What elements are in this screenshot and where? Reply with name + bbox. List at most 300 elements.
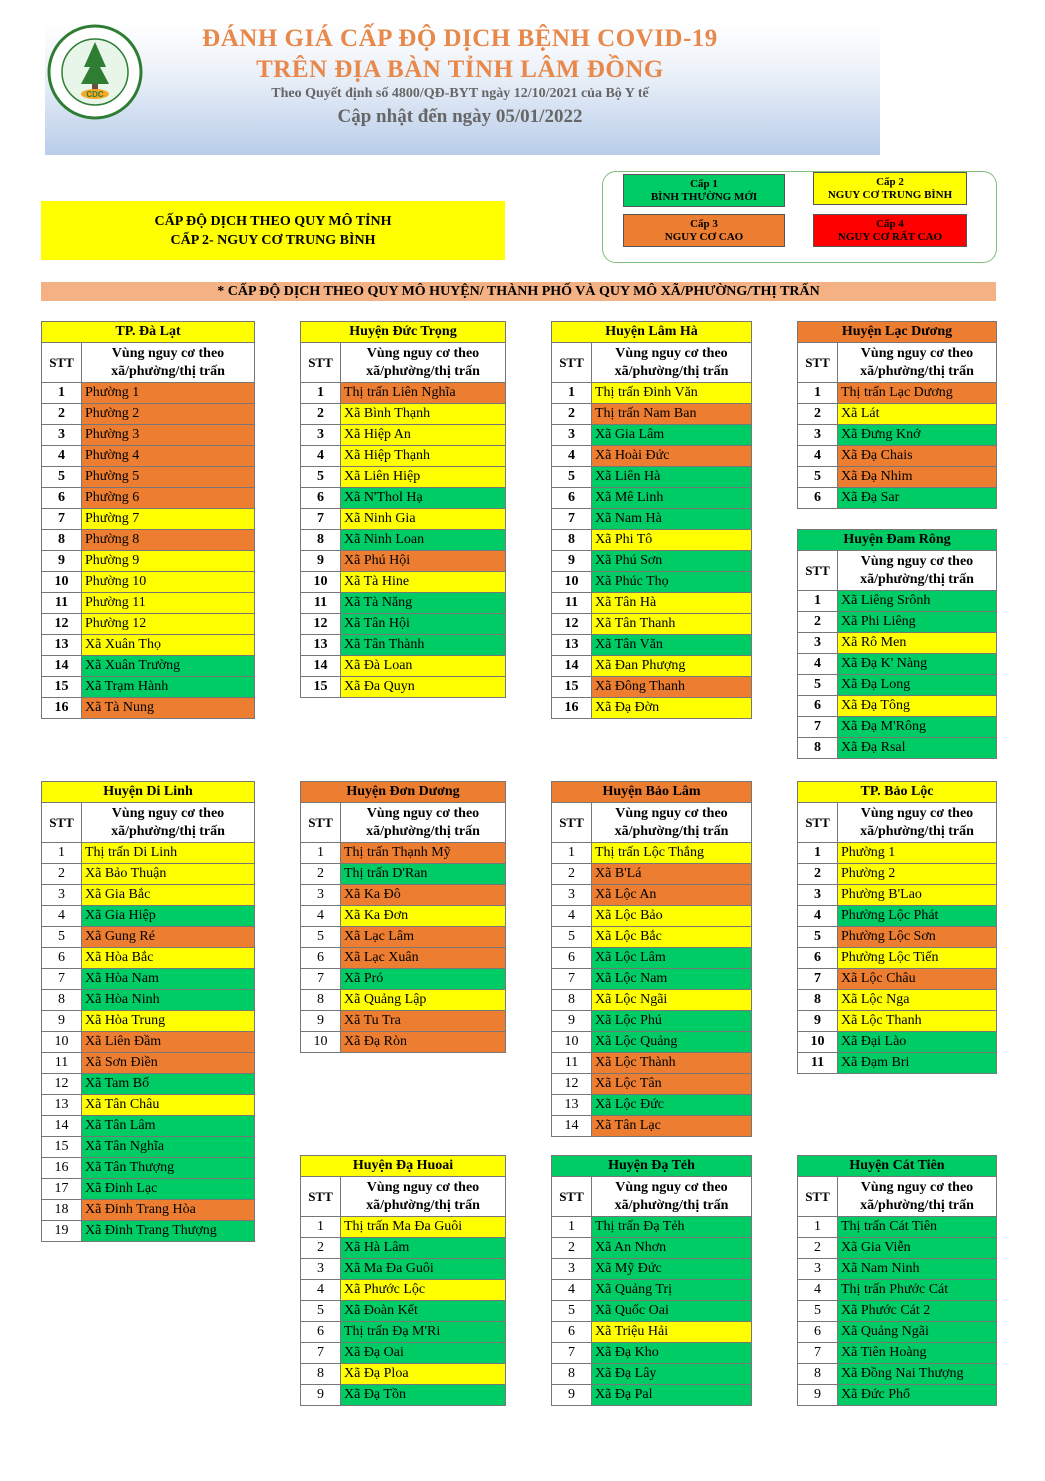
row-number: 6	[798, 948, 838, 969]
page-title-line1: ĐÁNH GIÁ CẤP ĐỘ DỊCH BỆNH COVID-19	[202, 25, 718, 52]
commune-name: Xã Phi Liêng	[838, 612, 997, 633]
commune-name: Xã Gia Bắc	[82, 885, 255, 906]
legend-level-1	[623, 174, 785, 207]
table-row	[552, 488, 752, 509]
page-title-line2: TRÊN ĐỊA BÀN TỈNH LÂM ĐỒNG	[256, 56, 664, 83]
row-number: 9	[552, 1011, 592, 1032]
row-number: 8	[552, 1364, 592, 1385]
row-number: 8	[798, 1364, 838, 1385]
table-row	[798, 675, 997, 696]
commune-name: Xã Đạ Sar	[838, 488, 997, 509]
commune-name: Xã Tân Nghĩa	[82, 1137, 255, 1158]
commune-name: Xã Đoàn Kết	[341, 1301, 506, 1322]
table-row	[552, 593, 752, 614]
column-header-zone: Vùng nguy cơ theo xã/phường/thị trấn	[838, 551, 997, 591]
commune-name: Xã Đa Quyn	[341, 677, 506, 698]
commune-name: Thị trấn Lộc Thắng	[592, 843, 752, 864]
table-row	[301, 509, 506, 530]
row-number: 10	[552, 1032, 592, 1053]
table-row	[798, 404, 997, 425]
commune-name: Xã Lộc Đức	[592, 1095, 752, 1116]
table-row	[798, 1322, 997, 1343]
row-number: 2	[552, 1238, 592, 1259]
commune-name: Xã Hòa Nam	[82, 969, 255, 990]
commune-name: Phường B'Lao	[838, 885, 997, 906]
table-row	[552, 635, 752, 656]
table-row	[798, 885, 997, 906]
row-number: 3	[798, 885, 838, 906]
table-row	[798, 927, 997, 948]
commune-name: Xã Đạ Lây	[592, 1364, 752, 1385]
row-number: 14	[42, 656, 82, 677]
column-header-stt: STT	[42, 343, 82, 383]
commune-name: Xã Tân Lâm	[82, 1116, 255, 1137]
commune-name: Xã Sơn Điền	[82, 1053, 255, 1074]
row-number: 8	[301, 1364, 341, 1385]
row-number: 1	[798, 1217, 838, 1238]
row-number: 14	[301, 656, 341, 677]
row-number: 8	[798, 990, 838, 1011]
row-number: 11	[552, 1053, 592, 1074]
table-row	[552, 1280, 752, 1301]
commune-name: Xã Đạ Tông	[838, 696, 997, 717]
legend-level-3-label: NGUY CƠ CAO	[664, 230, 744, 243]
district-table	[797, 781, 997, 1074]
row-number: 5	[552, 1301, 592, 1322]
table-row	[42, 530, 255, 551]
table-row	[798, 1280, 997, 1301]
row-number: 5	[552, 927, 592, 948]
row-number: 2	[301, 404, 341, 425]
table-row	[301, 1238, 506, 1259]
commune-name: Xã Lát	[838, 404, 997, 425]
row-number: 9	[798, 1011, 838, 1032]
commune-name: Xã Đạ Nhim	[838, 467, 997, 488]
row-number: 11	[42, 593, 82, 614]
row-number: 2	[798, 612, 838, 633]
commune-name: Xã Đạ M'Rông	[838, 717, 997, 738]
commune-name: Xã Tiên Hoàng	[838, 1343, 997, 1364]
table-row	[798, 696, 997, 717]
commune-name: Thị trấn Lạc Dương	[838, 383, 997, 404]
table-row	[798, 717, 997, 738]
commune-name: Phường 11	[82, 593, 255, 614]
svg-text:CDC: CDC	[86, 90, 104, 99]
table-row	[301, 906, 506, 927]
table-row	[42, 1074, 255, 1095]
row-number: 13	[42, 635, 82, 656]
table-row	[301, 1343, 506, 1364]
table-row	[798, 654, 997, 675]
table-row	[798, 467, 997, 488]
row-number: 1	[42, 843, 82, 864]
district-table	[300, 1155, 506, 1406]
row-number: 19	[42, 1221, 82, 1242]
commune-name: Xã Đông Thanh	[592, 677, 752, 698]
row-number: 9	[42, 551, 82, 572]
commune-name: Xã Rô Men	[838, 633, 997, 654]
table-row	[301, 425, 506, 446]
table-row	[552, 1011, 752, 1032]
commune-name: Xã Tân Lạc	[592, 1116, 752, 1137]
column-header-stt: STT	[301, 343, 341, 383]
table-row	[552, 698, 752, 719]
table-row	[42, 551, 255, 572]
row-number: 4	[798, 906, 838, 927]
commune-name: Xã Phú Sơn	[592, 551, 752, 572]
row-number: 15	[552, 677, 592, 698]
row-number: 2	[552, 864, 592, 885]
row-number: 13	[42, 1095, 82, 1116]
row-number: 13	[301, 635, 341, 656]
table-row	[552, 969, 752, 990]
commune-name: Xã Lộc An	[592, 885, 752, 906]
table-row	[42, 677, 255, 698]
row-number: 4	[552, 446, 592, 467]
row-number: 13	[552, 1095, 592, 1116]
legend-level-2-number: Cấp 2	[876, 175, 904, 188]
legend-level-1-number: Cấp 1	[690, 177, 718, 190]
district-name: Huyện Đam Rông	[798, 530, 997, 551]
row-number: 5	[301, 1301, 341, 1322]
legend	[602, 171, 997, 263]
row-number: 15	[301, 677, 341, 698]
column-header-stt: STT	[552, 343, 592, 383]
table-row	[552, 530, 752, 551]
row-number: 6	[42, 488, 82, 509]
commune-name: Xã Hòa Ninh	[82, 990, 255, 1011]
commune-name: Phường 6	[82, 488, 255, 509]
update-date: Cập nhật đến ngày 05/01/2022	[337, 106, 583, 127]
table-row	[301, 467, 506, 488]
row-number: 4	[301, 1280, 341, 1301]
row-number: 11	[798, 1053, 838, 1074]
table-row	[301, 1011, 506, 1032]
row-number: 6	[301, 1322, 341, 1343]
table-row	[42, 488, 255, 509]
table-row	[552, 677, 752, 698]
table-row	[798, 1385, 997, 1406]
district-table	[797, 1155, 997, 1406]
commune-name: Xã Xuân Trường	[82, 656, 255, 677]
commune-name: Xã Liêng Srônh	[838, 591, 997, 612]
row-number: 6	[798, 488, 838, 509]
table-row	[42, 404, 255, 425]
row-number: 15	[42, 1137, 82, 1158]
table-row	[42, 1011, 255, 1032]
row-number: 7	[798, 969, 838, 990]
legend-level-4-label: NGUY CƠ RẤT CAO	[837, 230, 943, 243]
table-row	[798, 948, 997, 969]
table-row	[301, 677, 506, 698]
row-number: 8	[798, 738, 838, 759]
row-number: 4	[798, 654, 838, 675]
commune-name: Xã Tân Hội	[341, 614, 506, 635]
commune-name: Phường 1	[838, 843, 997, 864]
table-row	[798, 446, 997, 467]
row-number: 3	[42, 425, 82, 446]
province-level-title: CẤP ĐỘ DỊCH THEO QUY MÔ TỈNH	[154, 213, 392, 229]
commune-name: Thị trấn Liên Nghĩa	[341, 383, 506, 404]
row-number: 7	[301, 1343, 341, 1364]
commune-name: Xã Ma Đa Guôi	[341, 1259, 506, 1280]
district-table	[41, 321, 255, 719]
row-number: 16	[552, 698, 592, 719]
table-row	[301, 572, 506, 593]
commune-name: Xã Ka Đơn	[341, 906, 506, 927]
row-number: 1	[552, 383, 592, 404]
commune-name: Xã Liên Đầm	[82, 1032, 255, 1053]
row-number: 4	[552, 906, 592, 927]
commune-name: Xã Gia Viễn	[838, 1238, 997, 1259]
table-row	[301, 1385, 506, 1406]
row-number: 17	[42, 1179, 82, 1200]
commune-name: Xã Đạ Tồn	[341, 1385, 506, 1406]
table-row	[301, 404, 506, 425]
table-row	[301, 948, 506, 969]
table-row	[552, 1343, 752, 1364]
district-table	[551, 781, 752, 1137]
row-number: 7	[301, 509, 341, 530]
commune-name: Xã Bảo Thuận	[82, 864, 255, 885]
row-number: 9	[301, 1011, 341, 1032]
commune-name: Xã Đinh Lạc	[82, 1179, 255, 1200]
column-header-zone: Vùng nguy cơ theo xã/phường/thị trấn	[341, 803, 506, 843]
commune-name: Xã Đan Phượng	[592, 656, 752, 677]
table-row	[552, 885, 752, 906]
table-row	[798, 1238, 997, 1259]
district-section-banner: * CẤP ĐỘ DỊCH THEO QUY MÔ HUYỆN/ THÀNH PHỐ VÀ QUY MÔ XÃ/PHƯỜNG/THỊ TRẤN	[41, 282, 996, 301]
row-number: 7	[552, 509, 592, 530]
table-row	[552, 1074, 752, 1095]
row-number: 4	[552, 1280, 592, 1301]
column-header-stt: STT	[798, 803, 838, 843]
commune-name: Xã Tân Văn	[592, 635, 752, 656]
row-number: 10	[301, 572, 341, 593]
commune-name: Xã Lộc Nam	[592, 969, 752, 990]
column-header-zone: Vùng nguy cơ theo xã/phường/thị trấn	[341, 343, 506, 383]
row-number: 3	[798, 425, 838, 446]
commune-name: Xã Đạ Rsal	[838, 738, 997, 759]
row-number: 7	[42, 509, 82, 530]
district-table	[41, 781, 255, 1242]
table-row	[798, 864, 997, 885]
table-row	[301, 1322, 506, 1343]
commune-name: Xã Tu Tra	[341, 1011, 506, 1032]
district-name: Huyện Di Linh	[42, 782, 255, 803]
commune-name: Xã Quảng Ngãi	[838, 1322, 997, 1343]
row-number: 6	[301, 948, 341, 969]
table-row	[798, 1217, 997, 1238]
row-number: 11	[552, 593, 592, 614]
commune-name: Xã Lộc Tân	[592, 1074, 752, 1095]
row-number: 1	[798, 383, 838, 404]
row-number: 6	[798, 696, 838, 717]
commune-name: Xã Đạ Đờn	[592, 698, 752, 719]
commune-name: Xã Quảng Lập	[341, 990, 506, 1011]
row-number: 4	[798, 446, 838, 467]
row-number: 8	[42, 530, 82, 551]
district-table	[300, 321, 506, 698]
table-row	[798, 1301, 997, 1322]
table-row	[798, 969, 997, 990]
row-number: 12	[301, 614, 341, 635]
table-row	[42, 698, 255, 719]
column-header-stt: STT	[798, 343, 838, 383]
row-number: 8	[42, 990, 82, 1011]
row-number: 4	[301, 446, 341, 467]
commune-name: Xã Lộc Châu	[838, 969, 997, 990]
table-row	[42, 885, 255, 906]
table-row	[552, 1385, 752, 1406]
legend-level-3	[623, 214, 785, 247]
column-header-zone: Vùng nguy cơ theo xã/phường/thị trấn	[82, 343, 255, 383]
column-header-zone: Vùng nguy cơ theo xã/phường/thị trấn	[82, 803, 255, 843]
district-name: TP. Bảo Lộc	[798, 782, 997, 803]
province-level-value: CẤP 2- NGUY CƠ TRUNG BÌNH	[170, 232, 376, 248]
table-row	[301, 656, 506, 677]
row-number: 2	[798, 404, 838, 425]
table-row	[301, 593, 506, 614]
district-name: Huyện Cát Tiên	[798, 1156, 997, 1177]
table-row	[552, 1116, 752, 1137]
row-number: 12	[42, 1074, 82, 1095]
row-number: 5	[42, 927, 82, 948]
row-number: 11	[301, 593, 341, 614]
commune-name: Phường 9	[82, 551, 255, 572]
commune-name: Xã An Nhơn	[592, 1238, 752, 1259]
commune-name: Xã Gia Lâm	[592, 425, 752, 446]
commune-name: Phường 2	[82, 404, 255, 425]
table-row	[301, 885, 506, 906]
row-number: 9	[798, 1385, 838, 1406]
commune-name: Xã Đinh Trang Thượng	[82, 1221, 255, 1242]
table-row	[798, 906, 997, 927]
commune-name: Xã Đạ Pal	[592, 1385, 752, 1406]
commune-name: Thị trấn Phước Cát	[838, 1280, 997, 1301]
commune-name: Thị trấn Đạ M'Ri	[341, 1322, 506, 1343]
table-row	[301, 614, 506, 635]
commune-name: Thị trấn Thạnh Mỹ	[341, 843, 506, 864]
table-row	[301, 843, 506, 864]
table-row	[552, 927, 752, 948]
table-row	[552, 572, 752, 593]
row-number: 5	[798, 1301, 838, 1322]
row-number: 1	[552, 1217, 592, 1238]
table-row	[301, 1032, 506, 1053]
commune-name: Phường Lộc Sơn	[838, 927, 997, 948]
table-row	[42, 1053, 255, 1074]
row-number: 8	[552, 530, 592, 551]
district-name: Huyện Đạ Tẻh	[552, 1156, 752, 1177]
table-row	[301, 446, 506, 467]
column-header-zone: Vùng nguy cơ theo xã/phường/thị trấn	[341, 1177, 506, 1217]
table-row	[42, 1116, 255, 1137]
commune-name: Phường Lộc Phát	[838, 906, 997, 927]
commune-name: Xã Liên Hà	[592, 467, 752, 488]
commune-name: Xã Phúc Thọ	[592, 572, 752, 593]
commune-name: Xã Gung Ré	[82, 927, 255, 948]
row-number: 7	[798, 717, 838, 738]
commune-name: Xã Quảng Trị	[592, 1280, 752, 1301]
row-number: 3	[301, 885, 341, 906]
column-header-stt: STT	[552, 803, 592, 843]
table-row	[552, 1322, 752, 1343]
table-row	[42, 864, 255, 885]
commune-name: Xã Lộc Quảng	[592, 1032, 752, 1053]
row-number: 9	[552, 1385, 592, 1406]
table-row	[42, 614, 255, 635]
commune-name: Xã Ninh Loan	[341, 530, 506, 551]
row-number: 6	[552, 488, 592, 509]
commune-name: Xã Xuân Thọ	[82, 635, 255, 656]
commune-name: Thị trấn Ma Đa Guôi	[341, 1217, 506, 1238]
commune-name: Xã Tân Châu	[82, 1095, 255, 1116]
legend-level-3-number: Cấp 3	[690, 217, 718, 230]
commune-name: Xã Đạ Oai	[341, 1343, 506, 1364]
table-row	[552, 948, 752, 969]
commune-name: Xã Đạ Chais	[838, 446, 997, 467]
row-number: 2	[552, 404, 592, 425]
row-number: 6	[798, 1322, 838, 1343]
row-number: 6	[42, 948, 82, 969]
column-header-stt: STT	[301, 1177, 341, 1217]
commune-name: Xã Đồng Nai Thượng	[838, 1364, 997, 1385]
row-number: 1	[301, 1217, 341, 1238]
table-row	[552, 1301, 752, 1322]
commune-name: Xã Nam Hà	[592, 509, 752, 530]
row-number: 8	[552, 990, 592, 1011]
row-number: 2	[798, 1238, 838, 1259]
row-number: 9	[301, 551, 341, 572]
table-row	[42, 1158, 255, 1179]
table-row	[798, 738, 997, 759]
commune-name: Xã Đạ Long	[838, 675, 997, 696]
row-number: 10	[301, 1032, 341, 1053]
commune-name: Xã Hòa Bắc	[82, 948, 255, 969]
table-row	[301, 864, 506, 885]
table-row	[301, 488, 506, 509]
row-number: 6	[552, 1322, 592, 1343]
table-row	[42, 1095, 255, 1116]
row-number: 2	[42, 404, 82, 425]
table-row	[42, 927, 255, 948]
table-row	[42, 843, 255, 864]
district-name: Huyện Đạ Huoai	[301, 1156, 506, 1177]
table-row	[552, 1095, 752, 1116]
commune-name: Thị trấn Đinh Văn	[592, 383, 752, 404]
table-row	[798, 1011, 997, 1032]
commune-name: Thị trấn Nam Ban	[592, 404, 752, 425]
table-row	[552, 614, 752, 635]
row-number: 10	[552, 572, 592, 593]
legend-level-4-number: Cấp 4	[876, 217, 904, 230]
row-number: 5	[301, 467, 341, 488]
cdc-logo	[40, 22, 150, 122]
legend-level-1-label: BÌNH THƯỜNG MỚI	[650, 190, 758, 203]
table-row	[42, 572, 255, 593]
table-row	[798, 843, 997, 864]
row-number: 7	[798, 1343, 838, 1364]
commune-name: Xã Lộc Phú	[592, 1011, 752, 1032]
row-number: 1	[42, 383, 82, 404]
table-row	[42, 990, 255, 1011]
table-row	[552, 446, 752, 467]
commune-name: Xã Hòa Trung	[82, 1011, 255, 1032]
district-table	[797, 321, 997, 509]
row-number: 7	[552, 1343, 592, 1364]
row-number: 1	[798, 843, 838, 864]
